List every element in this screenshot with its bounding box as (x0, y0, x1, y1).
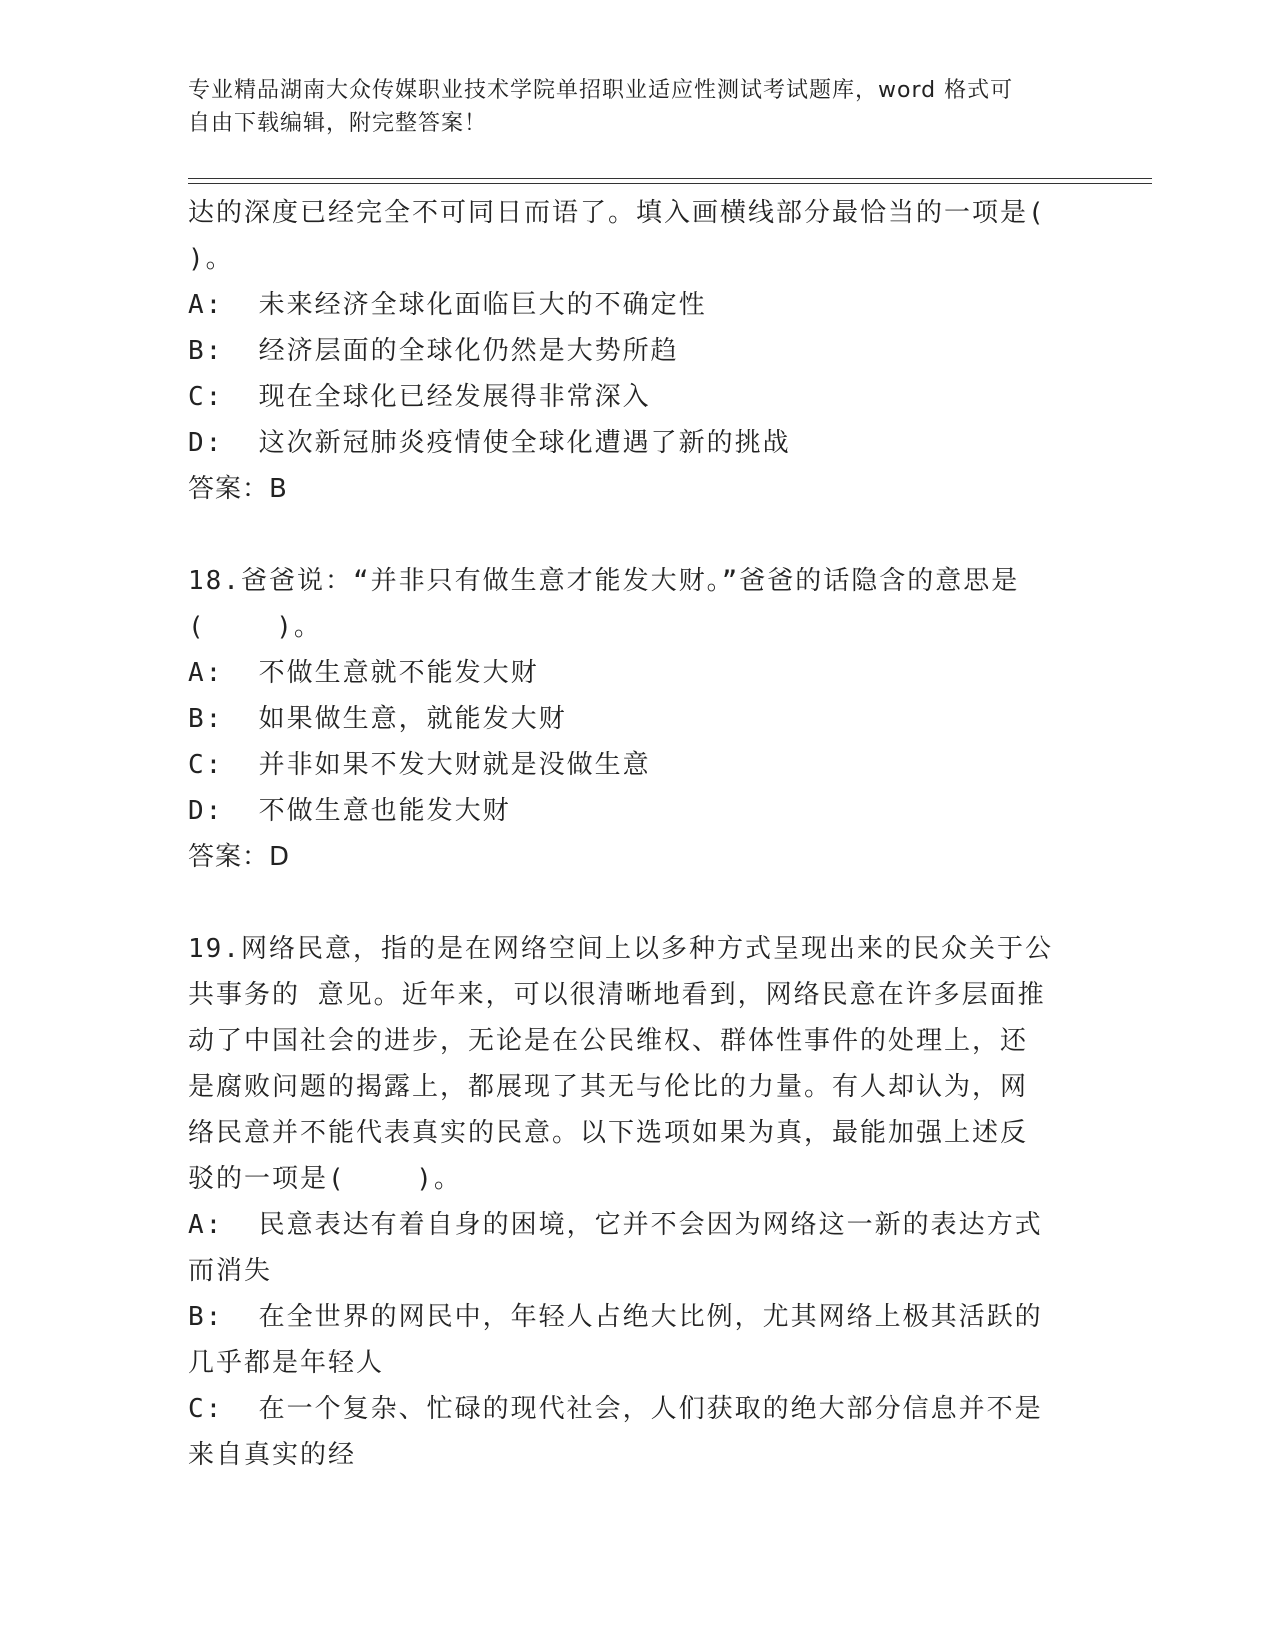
page-header (188, 74, 1068, 140)
option-c: C: 并非如果不发大财就是没做生意 (188, 750, 651, 780)
header-divider-bottom (188, 183, 1152, 184)
answer-label: 答案：B (188, 474, 288, 504)
question-stem-line: 络民意并不能代表真实的民意。以下选项如果为真，最能加强上述反 (188, 1118, 1029, 1148)
answer-label: 答案：D (188, 842, 291, 872)
question-17 (188, 190, 1088, 512)
header-line-1: 专业精品湖南大众传媒职业技术学院单招职业适应性测试考试题库，word 格式可 (188, 78, 1014, 103)
option-c: C: 现在全球化已经发展得非常深入 (188, 382, 651, 412)
option-a: A: 民意表达有着自身的困境，它并不会因为网络这一新的表达方式 (188, 1210, 1043, 1240)
option-a-continued: 而消失 (188, 1256, 273, 1286)
question-stem-line: ( )。 (188, 612, 322, 642)
question-content (188, 190, 1088, 1478)
question-19 (188, 926, 1088, 1478)
spacer (188, 512, 1088, 558)
option-c-continued: 来自真实的经 (188, 1440, 357, 1470)
question-stem-line: 达的深度已经完全不可同日而语了。填入画横线部分最恰当的一项是( (188, 198, 1046, 228)
option-b-continued: 几乎都是年轻人 (188, 1348, 385, 1378)
option-b: B: 在全世界的网民中，年轻人占绝大比例，尤其网络上极其活跃的 (188, 1302, 1043, 1332)
option-d: D: 这次新冠肺炎疫情使全球化遭遇了新的挑战 (188, 428, 791, 458)
header-line-2: 自由下载编辑，附完整答案！ (188, 111, 488, 136)
question-stem-line: 19.网络民意，指的是在网络空间上以多种方式呈现出来的民众关于公 (188, 934, 1053, 964)
question-stem-line: )。 (188, 244, 234, 274)
question-stem-line: 动了中国社会的进步，无论是在公民维权、群体性事件的处理上，还 (188, 1026, 1029, 1056)
spacer (188, 880, 1088, 926)
option-b: B: 如果做生意，就能发大财 (188, 704, 567, 734)
question-stem-line: 18.爸爸说：“并非只有做生意才能发大财。”爸爸的话隐含的意思是 (188, 566, 1020, 596)
question-stem-line: 共事务的 意见。近年来，可以很清晰地看到，网络民意在许多层面推 (188, 980, 1046, 1010)
option-c: C: 在一个复杂、忙碌的现代社会，人们获取的绝大部分信息并不是 (188, 1394, 1043, 1424)
option-a: A: 未来经济全球化面临巨大的不确定性 (188, 290, 707, 320)
question-18 (188, 558, 1088, 880)
header-divider-top (188, 178, 1152, 179)
option-a: A: 不做生意就不能发大财 (188, 658, 539, 688)
option-d: D: 不做生意也能发大财 (188, 796, 511, 826)
option-b: B: 经济层面的全球化仍然是大势所趋 (188, 336, 679, 366)
question-stem-line: 是腐败问题的揭露上，都展现了其无与伦比的力量。有人却认为，网 (188, 1072, 1029, 1102)
question-stem-line: 驳的一项是( )。 (188, 1164, 462, 1194)
